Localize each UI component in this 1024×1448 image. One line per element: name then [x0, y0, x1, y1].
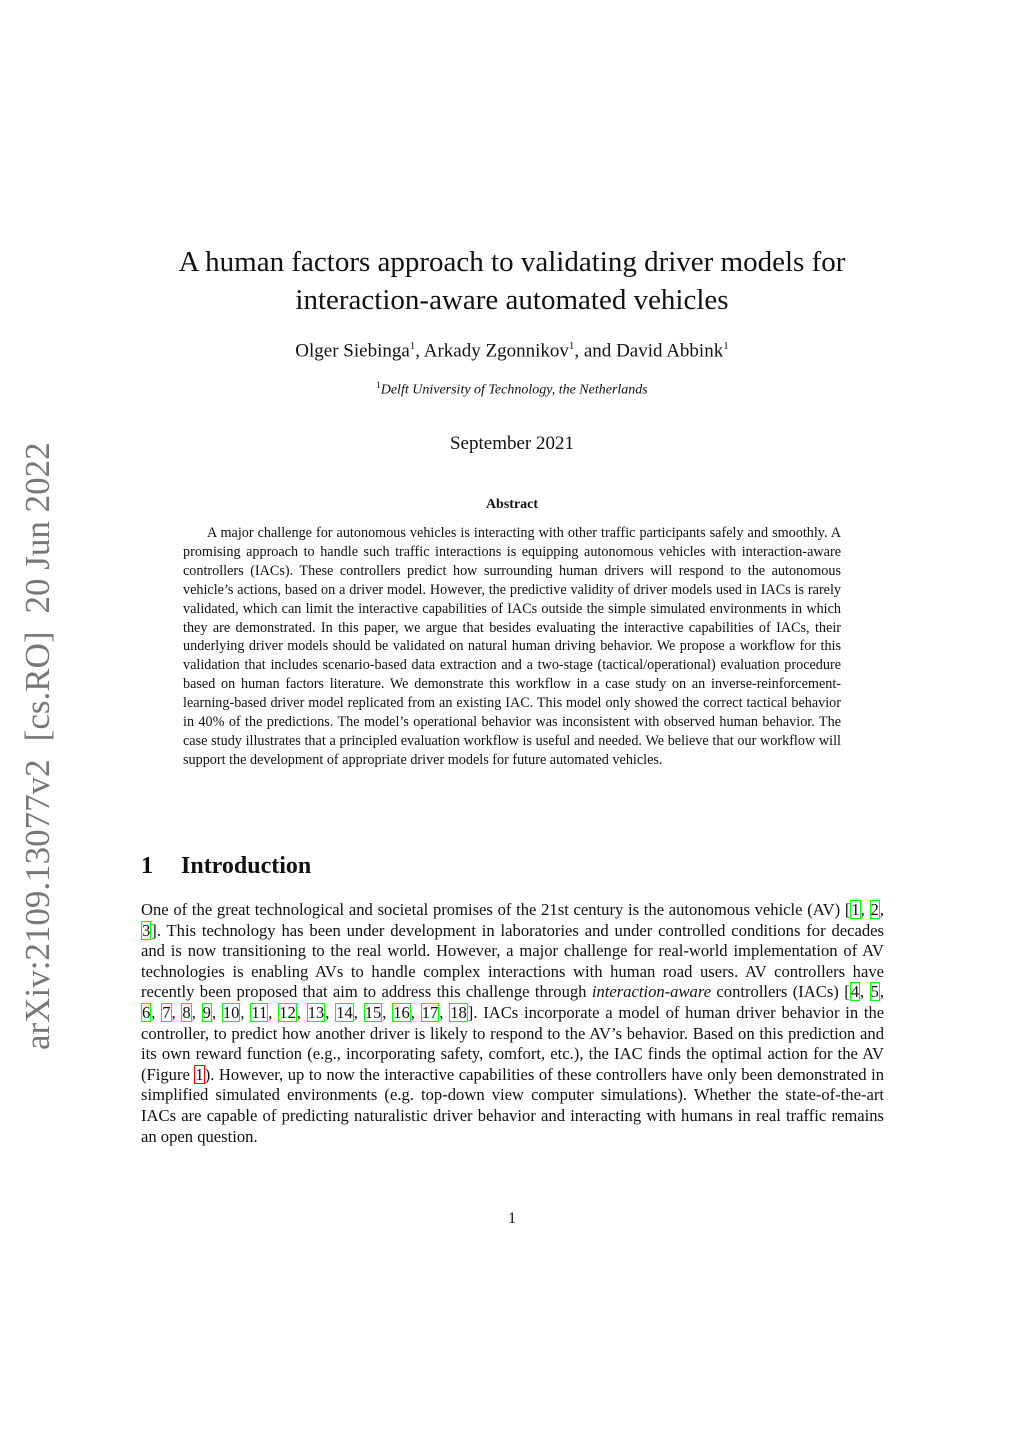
author-separator: , and: [574, 340, 617, 362]
abstract-heading: Abstract: [485, 497, 539, 512]
section-heading: [141, 853, 311, 880]
section-title: Introduction: [181, 853, 312, 879]
intro-paragraph: [141, 900, 884, 1147]
citation-link[interactable]: 6: [142, 1002, 151, 1022]
page-number: 1: [508, 1210, 516, 1227]
arxiv-side-stamp: [8, 442, 68, 1050]
author-name: Arkady Zgonnikov: [423, 340, 569, 362]
figure-reference-link[interactable]: 1: [195, 1064, 204, 1084]
paper-date: September 2021: [449, 433, 574, 454]
citation-link[interactable]: 15: [364, 1002, 382, 1022]
author-affil-mark: 1: [723, 340, 729, 352]
citation-link[interactable]: 17: [421, 1002, 439, 1022]
author-name: Olger Siebinga: [295, 340, 410, 362]
intro-text: One of the great technological and societal promises of the 21st century is the autonomous vehicle (AV) [: [141, 900, 851, 919]
arxiv-date: 20 Jun 2022: [18, 442, 57, 614]
paper-title: [0, 243, 1024, 319]
intro-text: controllers (IACs) [: [711, 982, 850, 1002]
affiliation: [0, 380, 1024, 399]
affiliation-text: Delft University of Technology, the Netherlands: [380, 382, 648, 398]
intro-text: ). However, up to now the interactive capabilities of these controllers have only been demonstrated in simplified simulated environments (e.g. top-down view computer simulations). Whether the state-of-the-art IACs are capable of predicting naturalistic driver behavior and interacting with humans in real traffic remains an open question.: [141, 1064, 884, 1146]
citation-link[interactable]: 1: [851, 900, 860, 919]
author-name: David Abbink: [616, 340, 724, 362]
abstract-text: A major challenge for autonomous vehicles is interacting with other traffic participants safely and smoothly. A promising approach to handle such traffic interactions is equipping autonomous vehicles with interaction-aware controllers (IACs). These controllers predict how surrounding human drivers will respond to the autonomous vehicle’s actions, based on a driver model. However, the predictive validity of driver models used in IACs is rarely validated, which can limit the interactive capabilities of IACs outside the simple simulated environments in which they are demonstrated. In this paper, we argue that besides evaluating the interactive capabilities of IACs, their underlying driver models should be validated on natural human driving behavior. We propose a workflow for this validation that includes scenario-based data extraction and a two-stage (tactical/operational) evaluation procedure based on human factors literature. We demonstrate this workflow in a case study on an inverse-reinforcement-learning-based driver model replicated from an existing IAC. This model only showed the correct tactical behavior in 40% of the predictions. The model’s operational behavior was inconsistent with observed human behavior. The case study illustrates that a principled evaluation workflow is useful and needed. We believe that our workflow will support the development of appropriate driver models for future automated vehicles.: [183, 525, 841, 768]
intro-text: ]. This technology has been under development in laboratories and under controlled conditions for decades and is now transitioning to the real world. However, a major challenge for real-world implementation of AV technologies is enabling AVs to handle complex interactions with human road users. AV controllers have recently been proposed that aim to address this challenge through: [141, 920, 884, 1002]
citation-link[interactable]: 3: [142, 920, 151, 940]
citation-link[interactable]: 18: [450, 1002, 467, 1022]
citation-group: 4, 5, 6, 7, 8, 9, 10, 11, 12, 13, 14, 15, 16, 17, 18: [142, 982, 884, 1022]
citation-link[interactable]: 5: [870, 982, 879, 1002]
citation-link[interactable]: 12: [279, 1002, 296, 1022]
author-affil-mark: 1: [409, 340, 416, 352]
section-number: 1: [141, 853, 153, 879]
title-line-1: A human factors approach to validating driver models for: [178, 246, 846, 278]
arxiv-category: [cs.RO]: [18, 631, 57, 742]
author-list: [0, 340, 1024, 362]
title-line-2: interaction-aware automated vehicles: [295, 284, 729, 316]
intro-text: ]. IACs incorporate a model of human driver behavior in the controller, to predict how another driver is likely to respond to the AV’s behavior. Based on this prediction and its own reward function (e.g., incorporating safety, comfort, etc.), the IAC finds the optimal action for the AV (Figure: [141, 1002, 885, 1084]
citation-link[interactable]: 13: [307, 1002, 325, 1022]
citation-link[interactable]: 14: [336, 1002, 353, 1022]
citation-group: 1, 2, 3: [142, 900, 884, 940]
arxiv-id: arXiv:2109.13077v2: [18, 759, 57, 1050]
intro-emphasis: interaction-aware: [591, 982, 712, 1002]
author-affil-mark: 1: [568, 340, 575, 352]
citation-link[interactable]: 9: [202, 1002, 211, 1022]
citation-link[interactable]: 2: [870, 900, 879, 919]
citation-link[interactable]: 4: [850, 982, 860, 1002]
author-separator: ,: [415, 340, 424, 362]
citation-link[interactable]: 16: [393, 1002, 410, 1022]
citation-link[interactable]: 11: [251, 1002, 268, 1022]
citation-link[interactable]: 10: [222, 1002, 240, 1022]
citation-link[interactable]: 8: [182, 1002, 191, 1022]
affiliation-mark: 1: [376, 380, 381, 390]
citation-link[interactable]: 7: [162, 1002, 171, 1022]
